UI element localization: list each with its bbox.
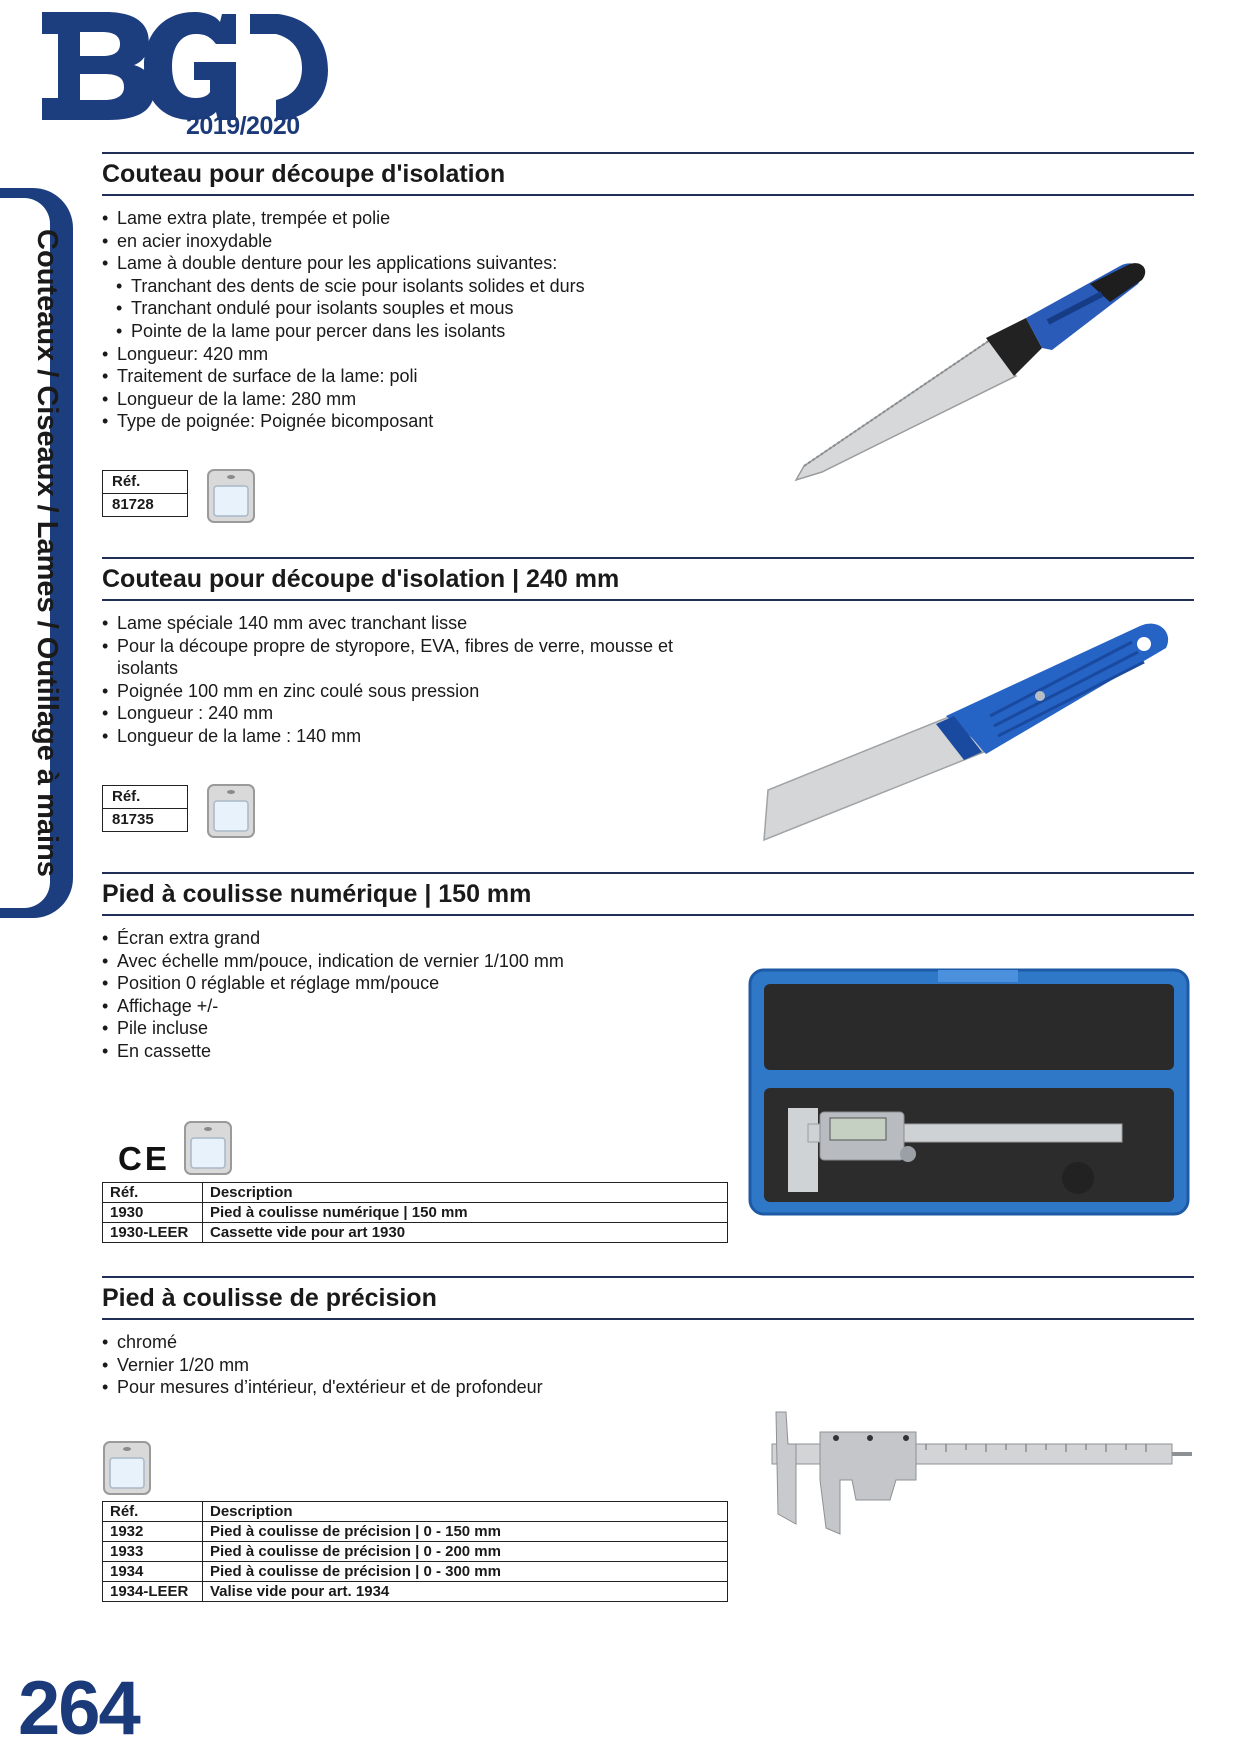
ref-box xyxy=(102,470,188,517)
table-row xyxy=(103,1582,728,1602)
product-title: Pied à coulisse numérique | 150 mm xyxy=(102,880,532,908)
product-title: Pied à coulisse de précision xyxy=(102,1284,437,1312)
section-rule xyxy=(102,914,1194,916)
hang-pack-icon xyxy=(206,783,256,839)
feature-item: • Avec échelle mm/pouce, indication de vernier 1/100 mm xyxy=(102,950,564,973)
feature-list xyxy=(102,1331,543,1399)
category-label: Couteaux / Ciseaux / Lames / Outillage à mains xyxy=(31,229,63,877)
table-cell: Cassette vide pour art 1930 xyxy=(203,1223,728,1243)
feature-item: • Lame à double denture pour les applications suivantes: xyxy=(102,252,585,275)
feature-item: • Traitement de surface de la lame: poli xyxy=(102,365,585,388)
feature-list xyxy=(102,612,702,748)
bgs-logo xyxy=(40,8,330,138)
table-header: Description xyxy=(203,1502,728,1522)
hang-pack-icon xyxy=(206,468,256,524)
section-rule xyxy=(102,1318,1194,1320)
table-cell: Pied à coulisse de précision | 0 - 300 mm xyxy=(203,1562,728,1582)
table-header-row xyxy=(103,1502,728,1522)
table-cell: 1933 xyxy=(103,1542,203,1562)
reference-table xyxy=(102,1182,728,1243)
feature-item: • Tranchant ondulé pour isolants souples et mous xyxy=(102,297,585,320)
feature-list xyxy=(102,927,564,1063)
table-cell: Pied à coulisse numérique | 150 mm xyxy=(203,1203,728,1223)
table-row xyxy=(103,1522,728,1542)
feature-item: • en acier inoxydable xyxy=(102,230,585,253)
feature-item: • Écran extra grand xyxy=(102,927,564,950)
feature-item: • Pile incluse xyxy=(102,1017,564,1040)
section-rule xyxy=(102,599,1194,601)
ref-number: 81735 xyxy=(103,808,187,831)
section-rule xyxy=(102,152,1194,154)
feature-item: • Pointe de la lame pour percer dans les isolants xyxy=(102,320,585,343)
table-cell: 1932 xyxy=(103,1522,203,1542)
short-insulation-knife-image xyxy=(760,620,1190,844)
ref-label: Réf. xyxy=(112,788,141,805)
table-header-row xyxy=(103,1183,728,1203)
feature-item: • Poignée 100 mm en zinc coulé sous pression xyxy=(102,680,702,703)
feature-item: • chromé xyxy=(102,1331,543,1354)
table-cell: 1934-LEER xyxy=(103,1582,203,1602)
digital-caliper-case-image xyxy=(748,968,1190,1218)
ref-label: Réf. xyxy=(112,473,141,490)
section-rule xyxy=(102,1276,1194,1278)
feature-item: • Vernier 1/20 mm xyxy=(102,1354,543,1377)
table-cell: 1930 xyxy=(103,1203,203,1223)
feature-item: • En cassette xyxy=(102,1040,564,1063)
feature-item: • Type de poignée: Poignée bicomposant xyxy=(102,410,585,433)
section-rule xyxy=(102,194,1194,196)
table-cell: Pied à coulisse de précision | 0 - 200 mm xyxy=(203,1542,728,1562)
feature-item: • Longueur de la lame: 280 mm xyxy=(102,388,585,411)
page-number: 264 xyxy=(18,1666,139,1751)
table-cell: Valise vide pour art. 1934 xyxy=(203,1582,728,1602)
product-title: Couteau pour découpe d'isolation | 240 mm xyxy=(102,565,620,593)
feature-item: • Affichage +/- xyxy=(102,995,564,1018)
feature-item: • Position 0 réglable et réglage mm/pouce xyxy=(102,972,564,995)
table-row xyxy=(103,1203,728,1223)
feature-item: • Lame spéciale 140 mm avec tranchant lisse xyxy=(102,612,702,635)
catalog-year: 2019/2020 xyxy=(186,112,300,140)
feature-item: • Tranchant des dents de scie pour isolants solides et durs xyxy=(102,275,585,298)
ref-number: 81728 xyxy=(103,493,187,516)
feature-item: • Longueur: 420 mm xyxy=(102,343,585,366)
section-rule xyxy=(102,872,1194,874)
table-header: Réf. xyxy=(103,1502,203,1522)
table-cell: 1930-LEER xyxy=(103,1223,203,1243)
table-cell: 1934 xyxy=(103,1562,203,1582)
ref-box xyxy=(102,785,188,832)
product-title: Couteau pour découpe d'isolation xyxy=(102,160,506,188)
ce-mark: CE xyxy=(118,1140,170,1177)
table-header: Réf. xyxy=(103,1183,203,1203)
table-row xyxy=(103,1223,728,1243)
feature-item: • Longueur de la lame : 140 mm xyxy=(102,725,702,748)
feature-item: • Pour mesures d’intérieur, d'extérieur et de profondeur xyxy=(102,1376,543,1399)
feature-item: • Lame extra plate, trempée et polie xyxy=(102,207,585,230)
table-row xyxy=(103,1562,728,1582)
feature-item: • Longueur : 240 mm xyxy=(102,702,702,725)
hang-pack-icon xyxy=(102,1440,152,1496)
table-header: Description xyxy=(203,1183,728,1203)
feature-list xyxy=(102,207,585,433)
hang-pack-icon xyxy=(183,1120,233,1176)
precision-caliper-image xyxy=(756,1404,1196,1544)
reference-table xyxy=(102,1501,728,1602)
table-row xyxy=(103,1542,728,1562)
insulation-knife-image xyxy=(790,258,1160,484)
table-cell: Pied à coulisse de précision | 0 - 150 mm xyxy=(203,1522,728,1542)
bgs-logo-mark xyxy=(40,8,330,120)
section-rule xyxy=(102,557,1194,559)
feature-item: • Pour la découpe propre de styropore, EVA, fibres de verre, mousse et isolants xyxy=(102,635,702,680)
